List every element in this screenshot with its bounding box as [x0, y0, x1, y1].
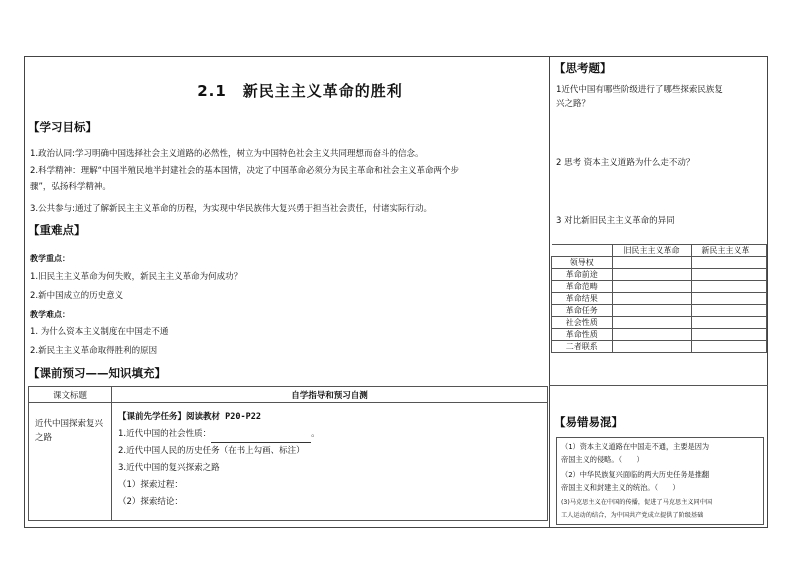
- question-2: 2 思考 资本主义道路为什么走不动？: [556, 158, 695, 168]
- think-heading: 【思考题】: [554, 61, 612, 75]
- compare-cell[interactable]: [612, 257, 691, 269]
- compare-row-label: 革命性质: [552, 329, 613, 341]
- goal-line-1: 1.政治认同:学习明确中国选择社会主义道路的必然性，树立为中国特色社会主义共同理想而奋斗的信念。: [30, 149, 424, 159]
- key-item-2: 2.新中国成立的历史意义: [30, 291, 124, 301]
- preview-table: [28, 386, 548, 521]
- right-divider: [549, 385, 768, 386]
- mistake-line-1: （1）资本主义道路在中国走不通，主要是因为: [561, 442, 710, 451]
- compare-header-new: 新民主主义革: [691, 245, 767, 257]
- diff-item-2: 2.新民主主义革命取得胜利的原因: [30, 346, 158, 356]
- compare-row-label: 革命范畴: [552, 281, 613, 293]
- goal-line-4: 3.公共参与:通过了解新民主主义革命的历程，为实现中华民族伟大复兴勇于担当社会责任，付诸实际行动。: [30, 204, 432, 214]
- mistake-heading: 【易错易混】: [554, 415, 623, 429]
- key-heading: 【重难点】: [28, 223, 86, 237]
- fill-blank[interactable]: [211, 433, 311, 443]
- compare-row-label: 革命前途: [552, 269, 613, 281]
- goals-heading: 【学习目标】: [28, 120, 97, 134]
- compare-row-label: 革命结果: [552, 293, 613, 305]
- compare-cell[interactable]: [691, 269, 767, 281]
- compare-cell[interactable]: [691, 257, 767, 269]
- preview-item-3: 3.近代中国的复兴探索之路: [118, 463, 220, 473]
- compare-cell[interactable]: [612, 305, 691, 317]
- compare-cell[interactable]: [612, 317, 691, 329]
- compare-row-label: 革命任务: [552, 305, 613, 317]
- compare-cell[interactable]: [691, 293, 767, 305]
- mistake-box: [556, 437, 764, 525]
- preview-item-2: 2.近代中国人民的历史任务（在书上勾画、标注）: [118, 446, 305, 456]
- mistake-line-6: 工人运动的结合，为中国共产党成立提供了阶级基础: [561, 512, 704, 519]
- question-3: 3 对比新旧民主主义革命的异同: [556, 216, 675, 226]
- compare-cell[interactable]: [691, 281, 767, 293]
- page-title: 2.1 新民主主义革命的胜利: [197, 82, 403, 100]
- compare-row-label: 领导权: [552, 257, 613, 269]
- col-header-title: 课文标题: [29, 387, 112, 403]
- task-line: 【课前先学任务】阅读教材 P20-P22: [118, 412, 261, 422]
- compare-cell[interactable]: [612, 293, 691, 305]
- key-item-1: 1.旧民主主义革命为何失败，新民主主义革命为何成功？: [30, 272, 243, 282]
- compare-cell[interactable]: [612, 281, 691, 293]
- preview-heading: 【课前预习——知识填充】: [28, 366, 166, 380]
- compare-table: [551, 244, 767, 353]
- key-label: 教学重点：: [30, 254, 70, 263]
- compare-cell[interactable]: [691, 317, 767, 329]
- mistake-line-2: 帝国主义的侵略。（ ）: [561, 455, 644, 464]
- question-1a: 1近代中国有哪些阶级进行了哪些探索民族复: [556, 85, 723, 95]
- goal-line-3: 骤”，弘扬科学精神。: [30, 182, 111, 192]
- compare-cell[interactable]: [612, 269, 691, 281]
- compare-cell[interactable]: [612, 341, 691, 353]
- compare-header-old: 旧民主主义革命: [612, 245, 691, 257]
- compare-cell[interactable]: [612, 329, 691, 341]
- compare-cell[interactable]: [691, 329, 767, 341]
- mistake-line-3: （2）中华民族复兴面临的两大历史任务是推翻: [561, 470, 710, 479]
- question-1b: 兴之路？: [556, 99, 591, 109]
- column-divider: [549, 56, 550, 528]
- compare-row-label: 社会性质: [552, 317, 613, 329]
- preview-item-1: 1.近代中国的社会性质： 。: [118, 426, 547, 443]
- compare-cell[interactable]: [691, 341, 767, 353]
- row-title-cell: 近代中国探索复兴之路: [29, 403, 112, 521]
- compare-row-label: 二者联系: [552, 341, 613, 353]
- mistake-line-5: (3)马克思主义在中国的传播，促进了马克思主义同中国: [561, 499, 713, 506]
- col-header-guide: 自学指导和预习自测: [112, 387, 548, 403]
- goal-line-2: 2.科学精神：理解“中国半殖民地半封建社会的基本国情，决定了中国革命必须分为民主革命和社会主义革命两个步: [30, 166, 460, 176]
- mistake-line-4: 帝国主义和封建主义的统治。（ ）: [561, 483, 680, 492]
- compare-corner: [552, 245, 613, 257]
- diff-label: 教学难点：: [30, 310, 70, 319]
- diff-item-1: 1. 为什么资本主义制度在中国走不通: [30, 327, 169, 337]
- compare-cell[interactable]: [691, 305, 767, 317]
- preview-item-5: （2）探索结论：: [118, 497, 183, 507]
- preview-item-4: （1）探索过程：: [118, 480, 183, 490]
